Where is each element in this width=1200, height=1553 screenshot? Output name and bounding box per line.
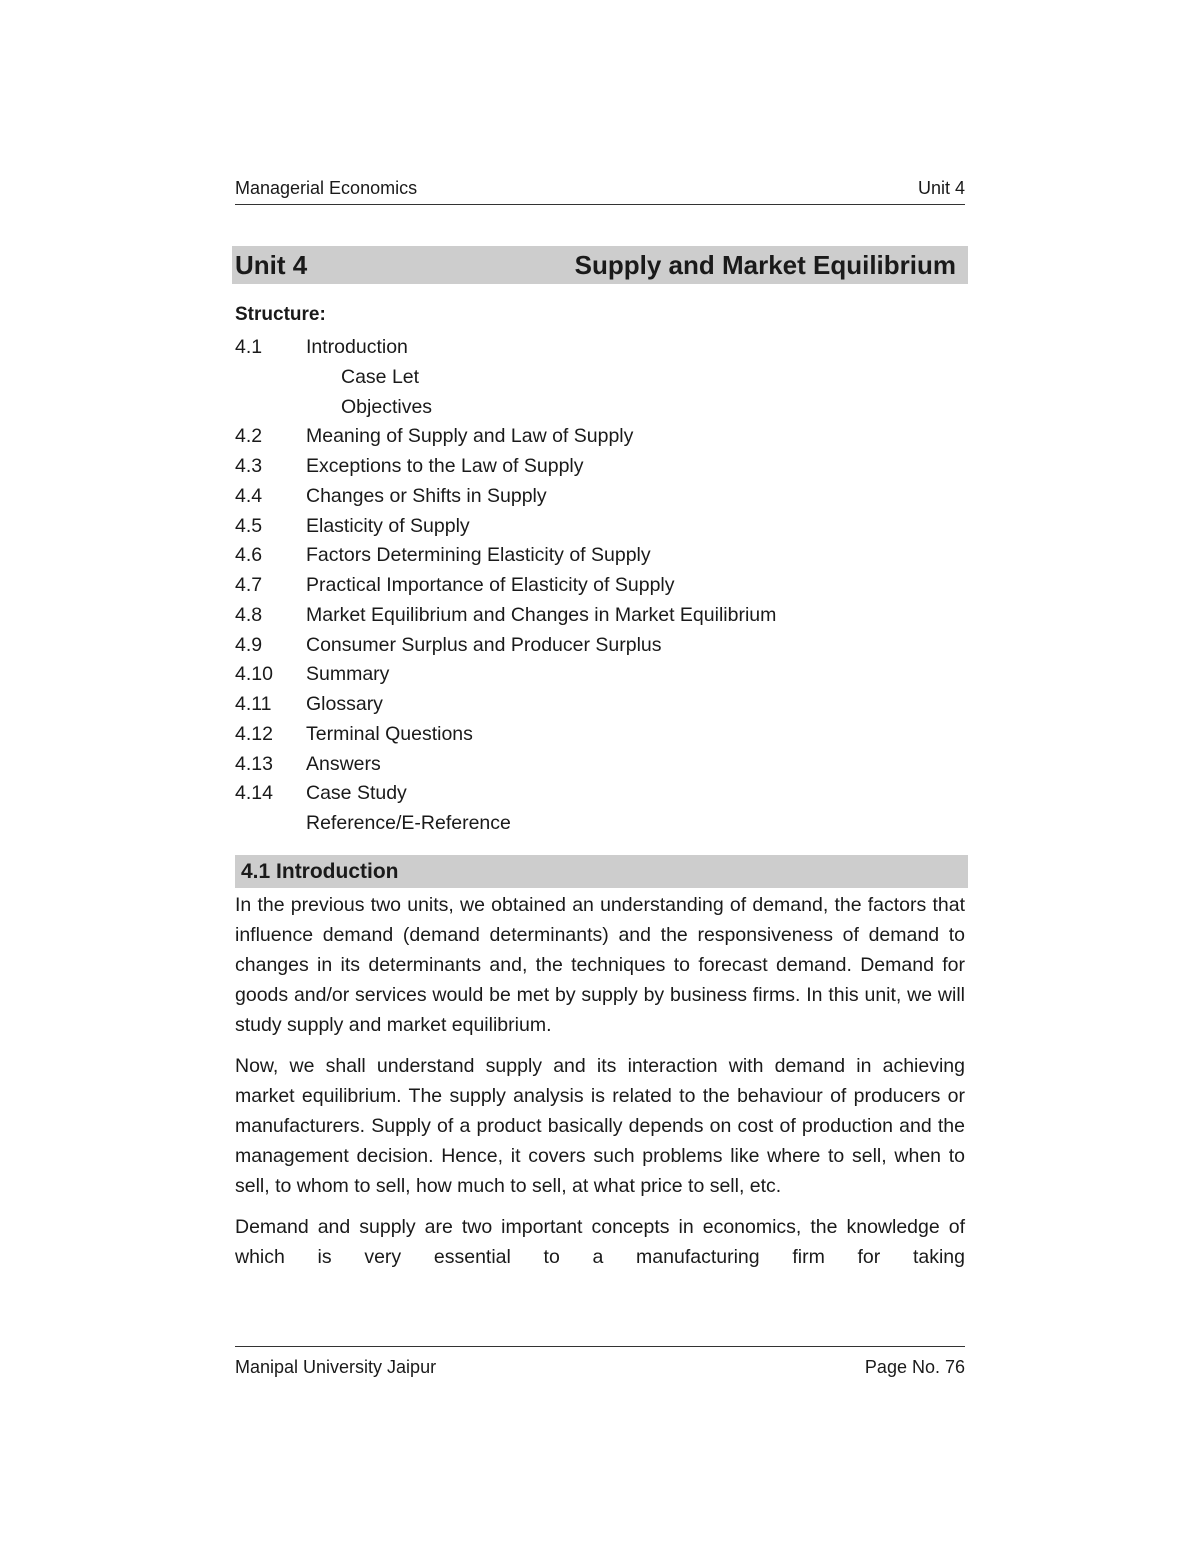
running-footer bbox=[235, 1346, 965, 1379]
toc-item bbox=[235, 482, 968, 512]
toc-item bbox=[235, 363, 968, 393]
toc-title: Practical Importance of Elasticity of Supply bbox=[306, 574, 675, 596]
toc-item bbox=[235, 779, 968, 809]
structure-heading: Structure: bbox=[235, 304, 326, 325]
toc-title: Terminal Questions bbox=[306, 722, 473, 745]
toc-item bbox=[235, 571, 968, 601]
toc-title: Case Let bbox=[341, 365, 420, 388]
toc-item bbox=[235, 809, 968, 839]
toc-title: Meaning of Supply and Law of Supply bbox=[306, 425, 634, 448]
toc-number: 4.10 bbox=[235, 663, 273, 686]
toc-title: Introduction bbox=[306, 336, 408, 358]
toc-item bbox=[235, 720, 968, 750]
toc-title: Elasticity of Supply bbox=[306, 514, 470, 537]
toc-item bbox=[235, 422, 968, 452]
unit-title: Supply and Market Equilibrium bbox=[574, 249, 956, 280]
footer-page-number: Page No. 76 bbox=[864, 1357, 965, 1377]
toc-title: Changes or Shifts in Supply bbox=[306, 484, 547, 507]
toc-number: 4.8 bbox=[235, 603, 263, 626]
paragraph: Demand and supply are two important concepts in economics, the knowledge of which is very essential to a manufacturing firm for taking bbox=[235, 1216, 965, 1268]
toc-number: 4.6 bbox=[235, 544, 263, 567]
toc-item bbox=[235, 512, 968, 542]
toc-title: Consumer Surplus and Producer Surplus bbox=[306, 633, 662, 656]
toc-title: Glossary bbox=[306, 693, 383, 715]
unit-number: Unit 4 bbox=[235, 249, 308, 280]
toc-item bbox=[235, 601, 968, 631]
toc-number: 4.9 bbox=[235, 633, 263, 656]
toc-number: 4.2 bbox=[235, 425, 263, 448]
unit-title-banner bbox=[232, 246, 968, 284]
toc-item bbox=[235, 541, 968, 571]
header-unit-label: Unit 4 bbox=[917, 178, 965, 198]
running-header bbox=[235, 176, 965, 205]
toc-number: 4.11 bbox=[235, 693, 272, 715]
toc-item bbox=[235, 393, 968, 423]
toc-title: Objectives bbox=[341, 395, 433, 418]
document-page bbox=[235, 0, 968, 1553]
toc-number: 4.1 bbox=[235, 336, 263, 358]
toc-number: 4.3 bbox=[235, 455, 263, 477]
toc-number: 4.14 bbox=[235, 782, 273, 805]
toc-number bbox=[235, 393, 306, 423]
paragraph: In the previous two units, we obtained an understanding of demand, the factors that influence demand (demand determinants) and the responsiveness of demand to changes in its determinants and, the techniques to forecast demand. Demand for goods and/or services would be met by supply by business firms. In this unit, we will study supply and market equilibrium. bbox=[235, 894, 965, 1036]
toc-title: Answers bbox=[306, 752, 381, 775]
toc-item bbox=[235, 690, 968, 720]
toc-item bbox=[235, 452, 968, 482]
structure-list bbox=[235, 333, 968, 839]
paragraph: Now, we shall understand supply and its interaction with demand in achieving market equilibrium. The supply analysis is related to the behaviour of producers or manufacturers. Supply of a product basically depends on cost of production and the management decision. Hence, it covers such problems like where to sell, when to sell, to whom to sell, how much to sell, at what price to sell, etc. bbox=[235, 1055, 965, 1197]
toc-item bbox=[235, 333, 968, 363]
toc-title: Factors Determining Elasticity of Supply bbox=[306, 544, 651, 567]
toc-number: 4.7 bbox=[235, 574, 263, 596]
section-body bbox=[235, 890, 965, 1283]
toc-title: Market Equilibrium and Changes in Market Equilibrium bbox=[306, 603, 777, 626]
footer-institution: Manipal University Jaipur bbox=[235, 1357, 437, 1377]
toc-title: Reference/E-Reference bbox=[306, 812, 511, 834]
toc-number bbox=[235, 363, 306, 393]
toc-number: 4.5 bbox=[235, 514, 263, 537]
toc-title: Exceptions to the Law of Supply bbox=[306, 455, 584, 477]
toc-number: 4.13 bbox=[235, 752, 273, 775]
header-course-title: Managerial Economics bbox=[235, 178, 418, 198]
section-heading: 4.1 Introduction bbox=[235, 855, 968, 888]
toc-number bbox=[235, 809, 306, 839]
toc-item bbox=[235, 750, 968, 780]
toc-item bbox=[235, 631, 968, 661]
toc-item bbox=[235, 660, 968, 690]
toc-title: Summary bbox=[306, 663, 390, 686]
toc-number: 4.12 bbox=[235, 722, 273, 745]
toc-title: Case Study bbox=[306, 782, 407, 805]
toc-number: 4.4 bbox=[235, 484, 263, 507]
